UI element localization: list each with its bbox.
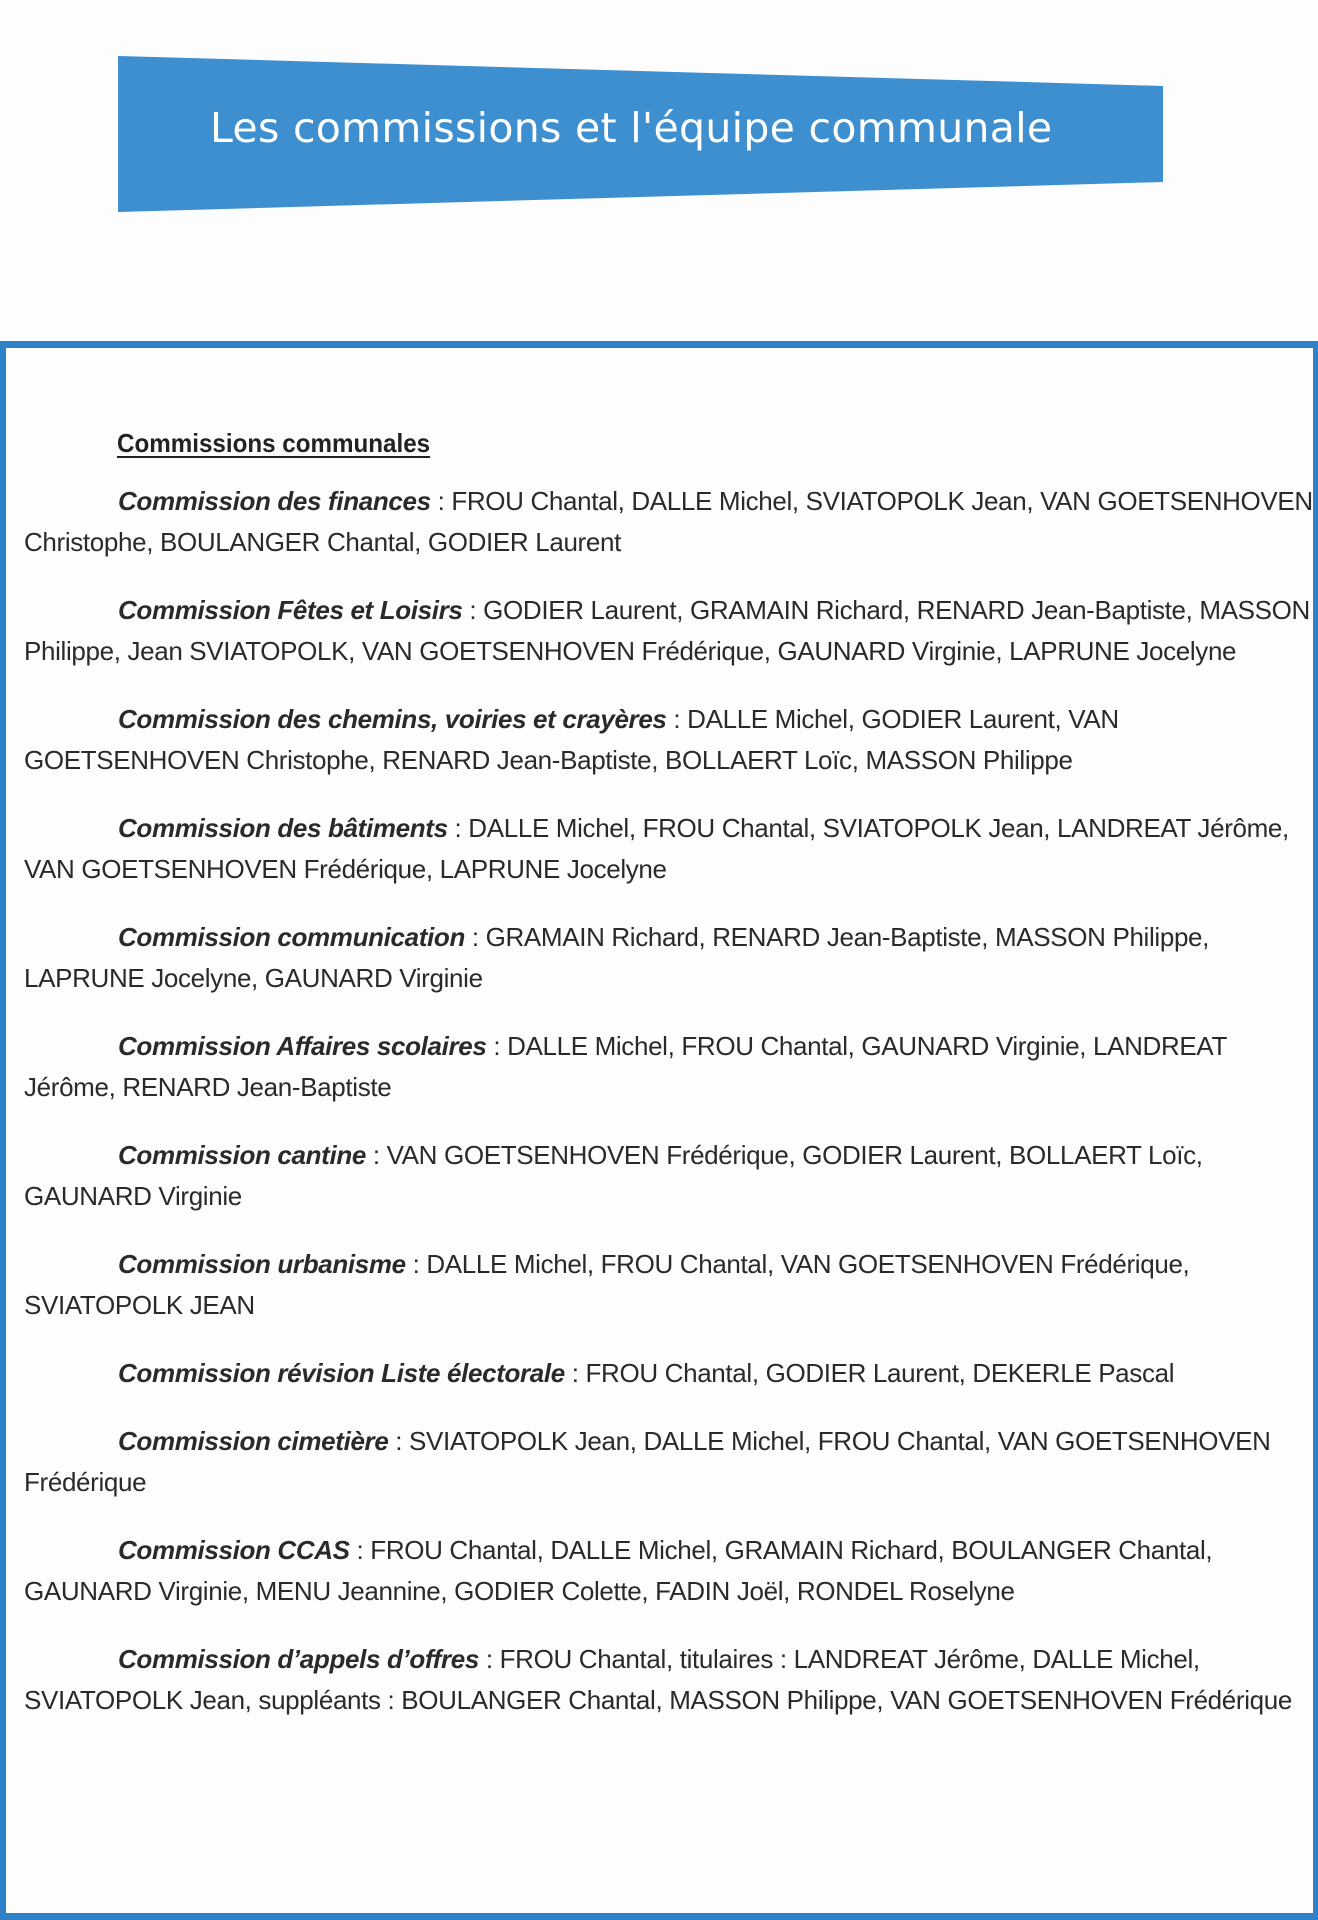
- commission-members: : FROU Chantal, GODIER Laurent, DEKERLE Pascal: [564, 1358, 1175, 1388]
- commission-members: : SVIATOPOLK Jean, DALLE Michel, FROU Chantal, VAN GOETSENHOVEN Frédérique: [24, 1426, 1271, 1497]
- commission-members: : VAN GOETSENHOVEN Frédérique, GODIER Laurent, BOLLAERT Loïc, GAUNARD Virginie: [24, 1140, 1203, 1211]
- page-title: Les commissions et l'équipe communale: [210, 104, 1053, 152]
- commissions-section: [24, 428, 1314, 1748]
- commission-name: Commission des bâtiments: [118, 813, 448, 843]
- section-heading: Commissions communales: [117, 428, 431, 458]
- commission-cantine: [24, 1135, 1314, 1217]
- commission-liste-electorale: [24, 1353, 1314, 1394]
- commission-name: Commission des chemins, voiries et crayères: [118, 704, 667, 734]
- commission-name: Commission d’appels d’offres: [118, 1644, 480, 1674]
- commission-name: Commission révision Liste électorale: [118, 1358, 565, 1388]
- commission-name: Commission CCAS: [118, 1535, 350, 1565]
- commission-members: : DALLE Michel, FROU Chantal, VAN GOETSENHOVEN Frédérique, SVIATOPOLK JEAN: [24, 1249, 1190, 1320]
- commission-name: Commission communication: [118, 922, 465, 952]
- commission-name: Commission Fêtes et Loisirs: [118, 595, 463, 625]
- commission-cimetiere: [24, 1421, 1314, 1503]
- commission-members: : DALLE Michel, GODIER Laurent, VAN GOETSENHOVEN Christophe, RENARD Jean-Baptiste, BOLLAERT Loïc, MASSON Philippe: [24, 704, 1119, 775]
- commission-appels-offres: [24, 1639, 1314, 1721]
- commission-members: : DALLE Michel, FROU Chantal, GAUNARD Virginie, LANDREAT Jérôme, RENARD Jean-Baptiste: [24, 1031, 1227, 1102]
- commission-members: : DALLE Michel, FROU Chantal, SVIATOPOLK Jean, LANDREAT Jérôme, VAN GOETSENHOVEN Frédérique, LAPRUNE Jocelyne: [24, 813, 1289, 884]
- commission-members: : FROU Chantal, DALLE Michel, GRAMAIN Richard, BOULANGER Chantal, GAUNARD Virginie, MENU Jeannine, GODIER Colette, FADIN Joël, RONDEL Roselyne: [24, 1535, 1213, 1606]
- commission-finances: [24, 481, 1314, 563]
- commission-name: Commission des finances: [118, 486, 431, 516]
- commission-name: Commission urbanisme: [118, 1249, 406, 1279]
- commission-fetes-loisirs: [24, 590, 1314, 672]
- commission-members: : GODIER Laurent, GRAMAIN Richard, RENARD Jean-Baptiste, MASSON Philippe, Jean SVIATOPOLK, VAN GOETSENHOVEN Frédérique, GAUNARD Virginie, LAPRUNE Jocelyne: [24, 595, 1310, 666]
- commission-name: Commission Affaires scolaires: [118, 1031, 487, 1061]
- commission-members: : GRAMAIN Richard, RENARD Jean-Baptiste, MASSON Philippe, LAPRUNE Jocelyne, GAUNARD Virginie: [24, 922, 1210, 993]
- commission-ccas: [24, 1530, 1314, 1612]
- commission-members: : FROU Chantal, DALLE Michel, SVIATOPOLK Jean, VAN GOETSENHOVEN Christophe, BOULANGER Chantal, GODIER Laurent: [24, 486, 1313, 557]
- commission-name: Commission cimetière: [118, 1426, 389, 1456]
- commission-urbanisme: [24, 1244, 1314, 1326]
- commission-members: : FROU Chantal, titulaires : LANDREAT Jérôme, DALLE Michel, SVIATOPOLK Jean, suppléants : BOULANGER Chantal, MASSON Philippe, VAN GOETSENHOVEN Frédérique: [24, 1644, 1292, 1715]
- commission-chemins-voiries: [24, 699, 1314, 781]
- commission-affaires-scolaires: [24, 1026, 1314, 1108]
- commission-batiments: [24, 808, 1314, 890]
- commission-communication: [24, 917, 1314, 999]
- commission-name: Commission cantine: [118, 1140, 366, 1170]
